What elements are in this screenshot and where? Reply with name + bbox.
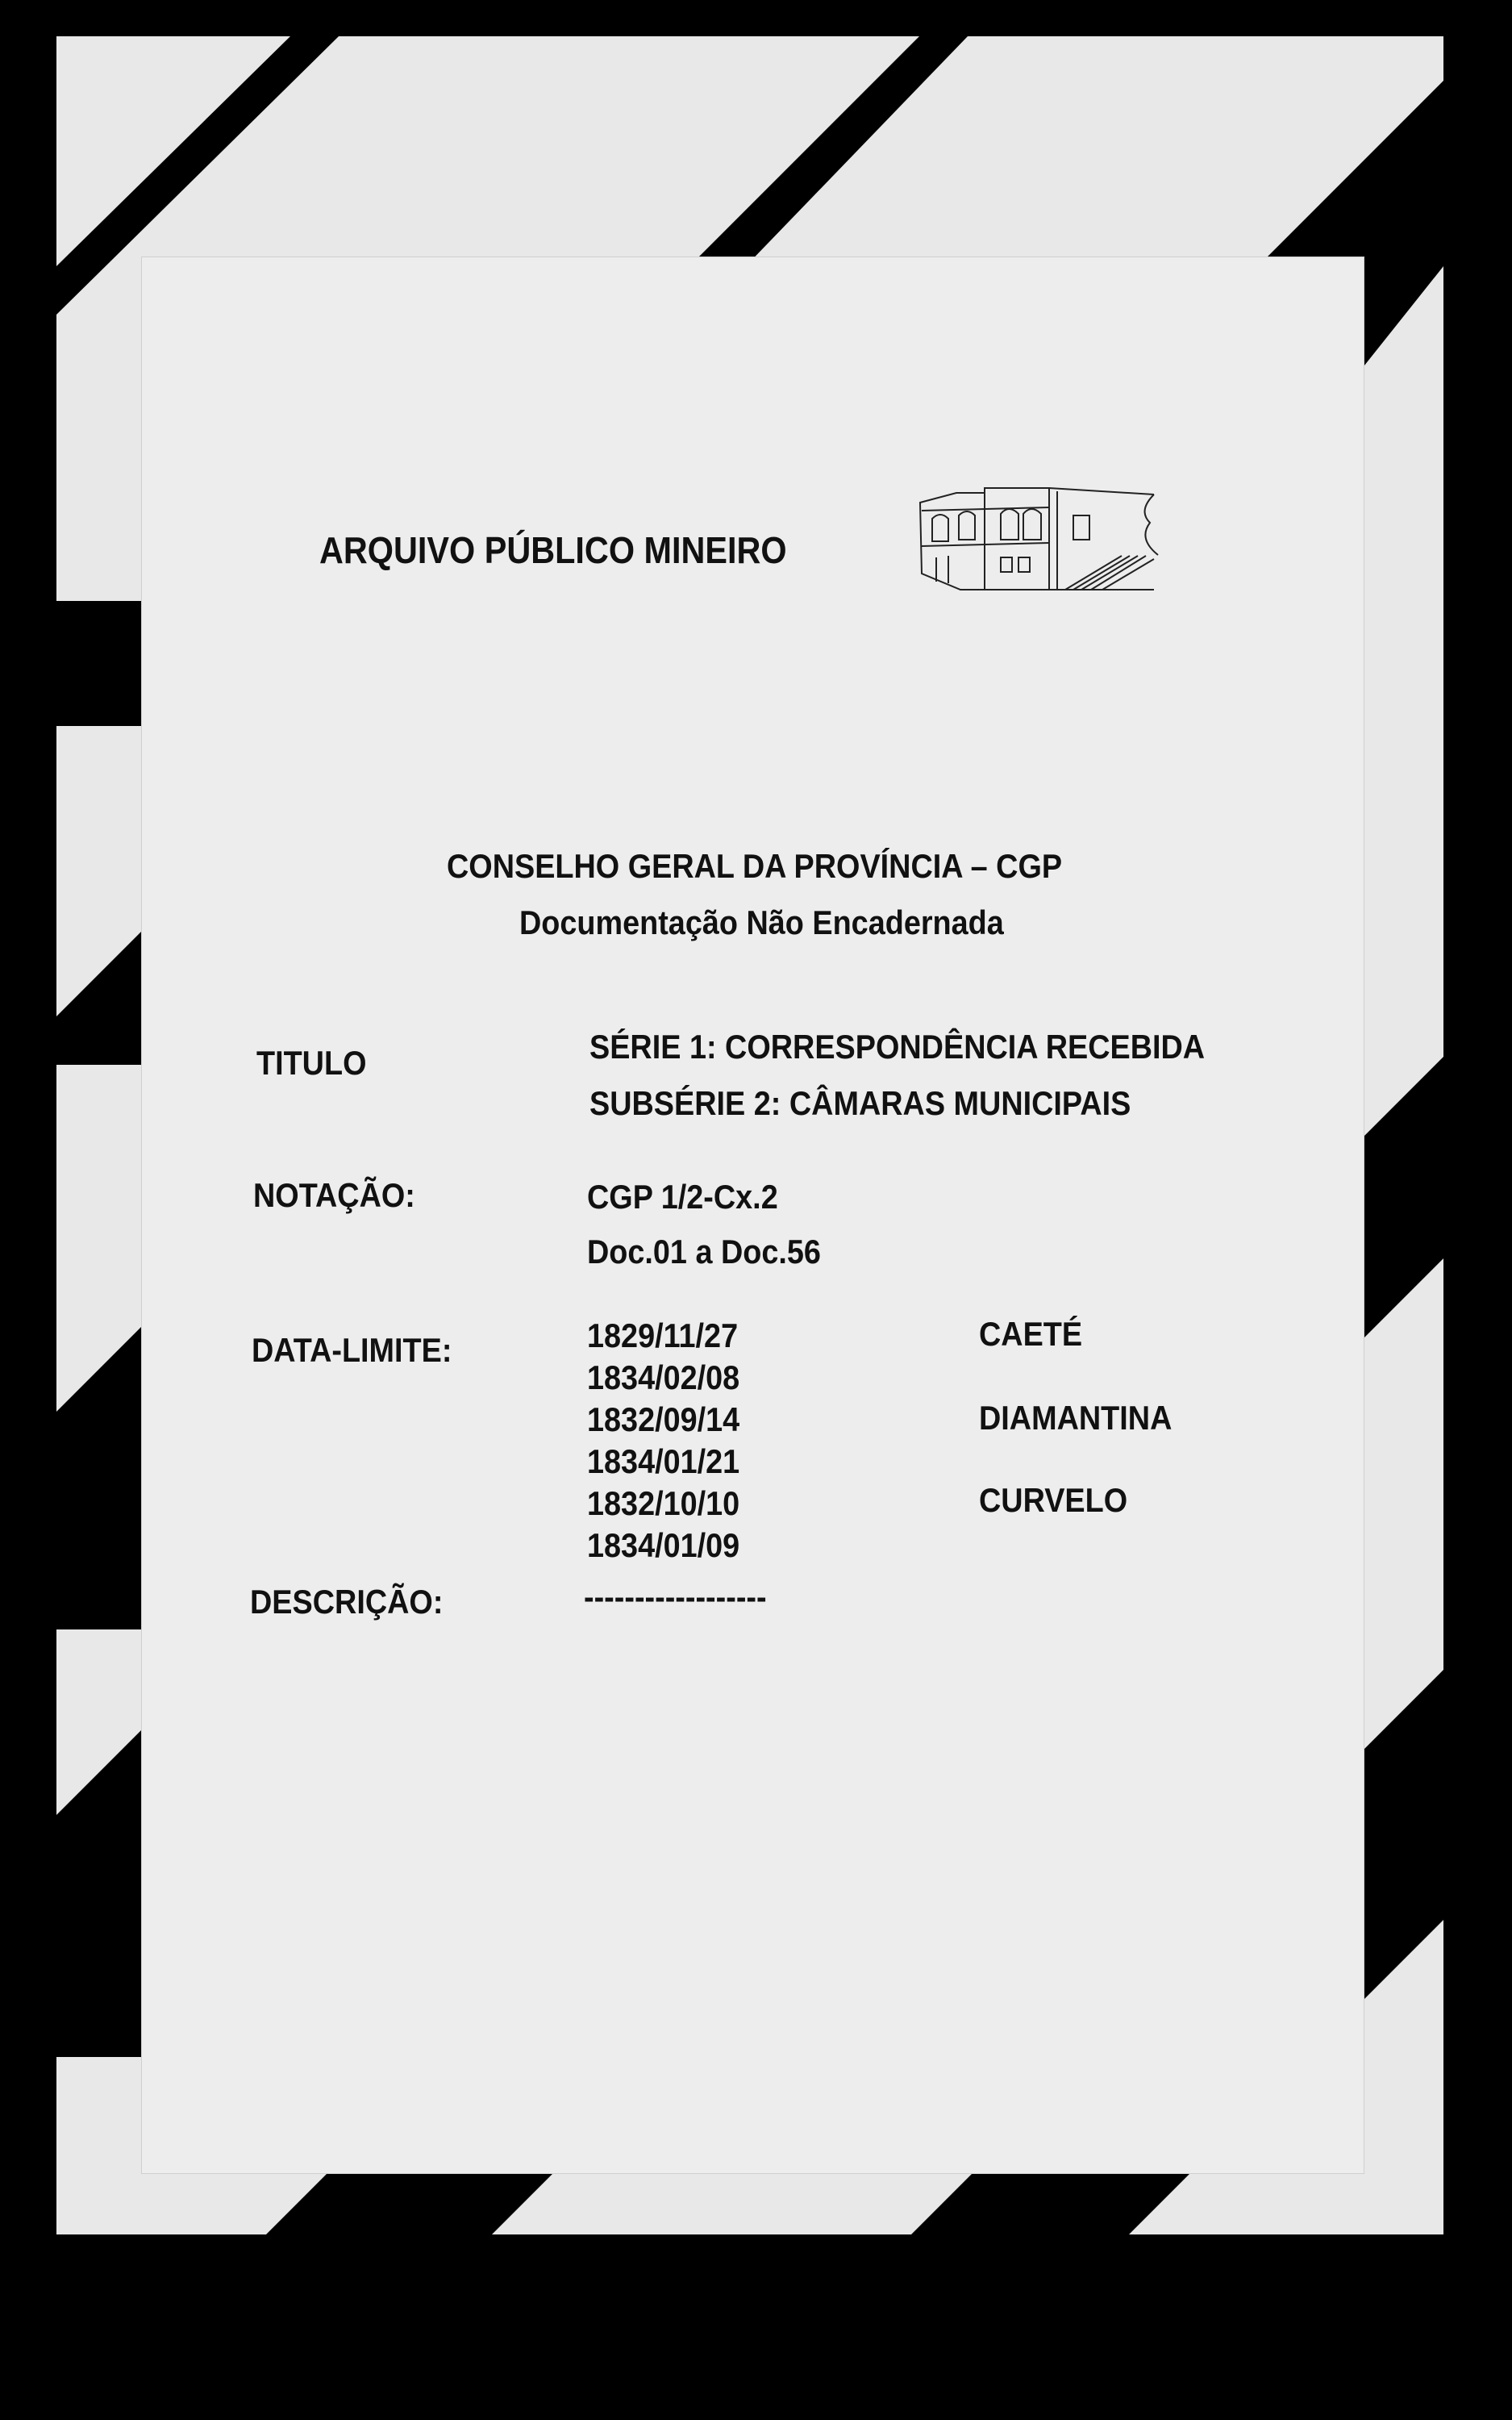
- date-start-caete: 1829/11/27: [587, 1316, 739, 1354]
- notacao-box: CGP 1/2-Cx.2: [587, 1178, 778, 1216]
- archive-building-icon: [912, 469, 1170, 598]
- notacao-docs: Doc.01 a Doc.56: [587, 1233, 821, 1270]
- date-end-curvelo: 1834/01/09: [587, 1526, 740, 1564]
- descricao-label: DESCRIÇÃO:: [250, 1583, 444, 1621]
- place-caete: CAETÉ: [979, 1315, 1083, 1353]
- archive-cover-sheet: [141, 257, 1364, 2174]
- titulo-label: TITULO: [256, 1044, 367, 1082]
- data-limite-label: DATA-LIMITE:: [252, 1331, 452, 1369]
- fonds-subtitle: Documentação Não Encadernada: [519, 903, 1004, 941]
- titulo-series: SÉRIE 1: CORRESPONDÊNCIA RECEBIDA: [589, 1028, 1206, 1066]
- date-start-curvelo: 1832/10/10: [587, 1484, 740, 1522]
- titulo-subseries: SUBSÉRIE 2: CÂMARAS MUNICIPAIS: [589, 1084, 1131, 1122]
- date-start-diamantina: 1832/09/14: [587, 1400, 740, 1438]
- date-end-diamantina: 1834/01/21: [587, 1442, 740, 1480]
- notacao-label: NOTAÇÃO:: [253, 1176, 415, 1214]
- archive-title: ARQUIVO PÚBLICO MINEIRO: [319, 529, 787, 571]
- place-curvelo: CURVELO: [979, 1481, 1128, 1519]
- fonds-title: CONSELHO GERAL DA PROVÍNCIA – CGP: [447, 847, 1063, 885]
- place-diamantina: DIAMANTINA: [979, 1399, 1173, 1437]
- descricao-value: ------------------: [584, 1578, 767, 1616]
- date-end-caete: 1834/02/08: [587, 1358, 740, 1396]
